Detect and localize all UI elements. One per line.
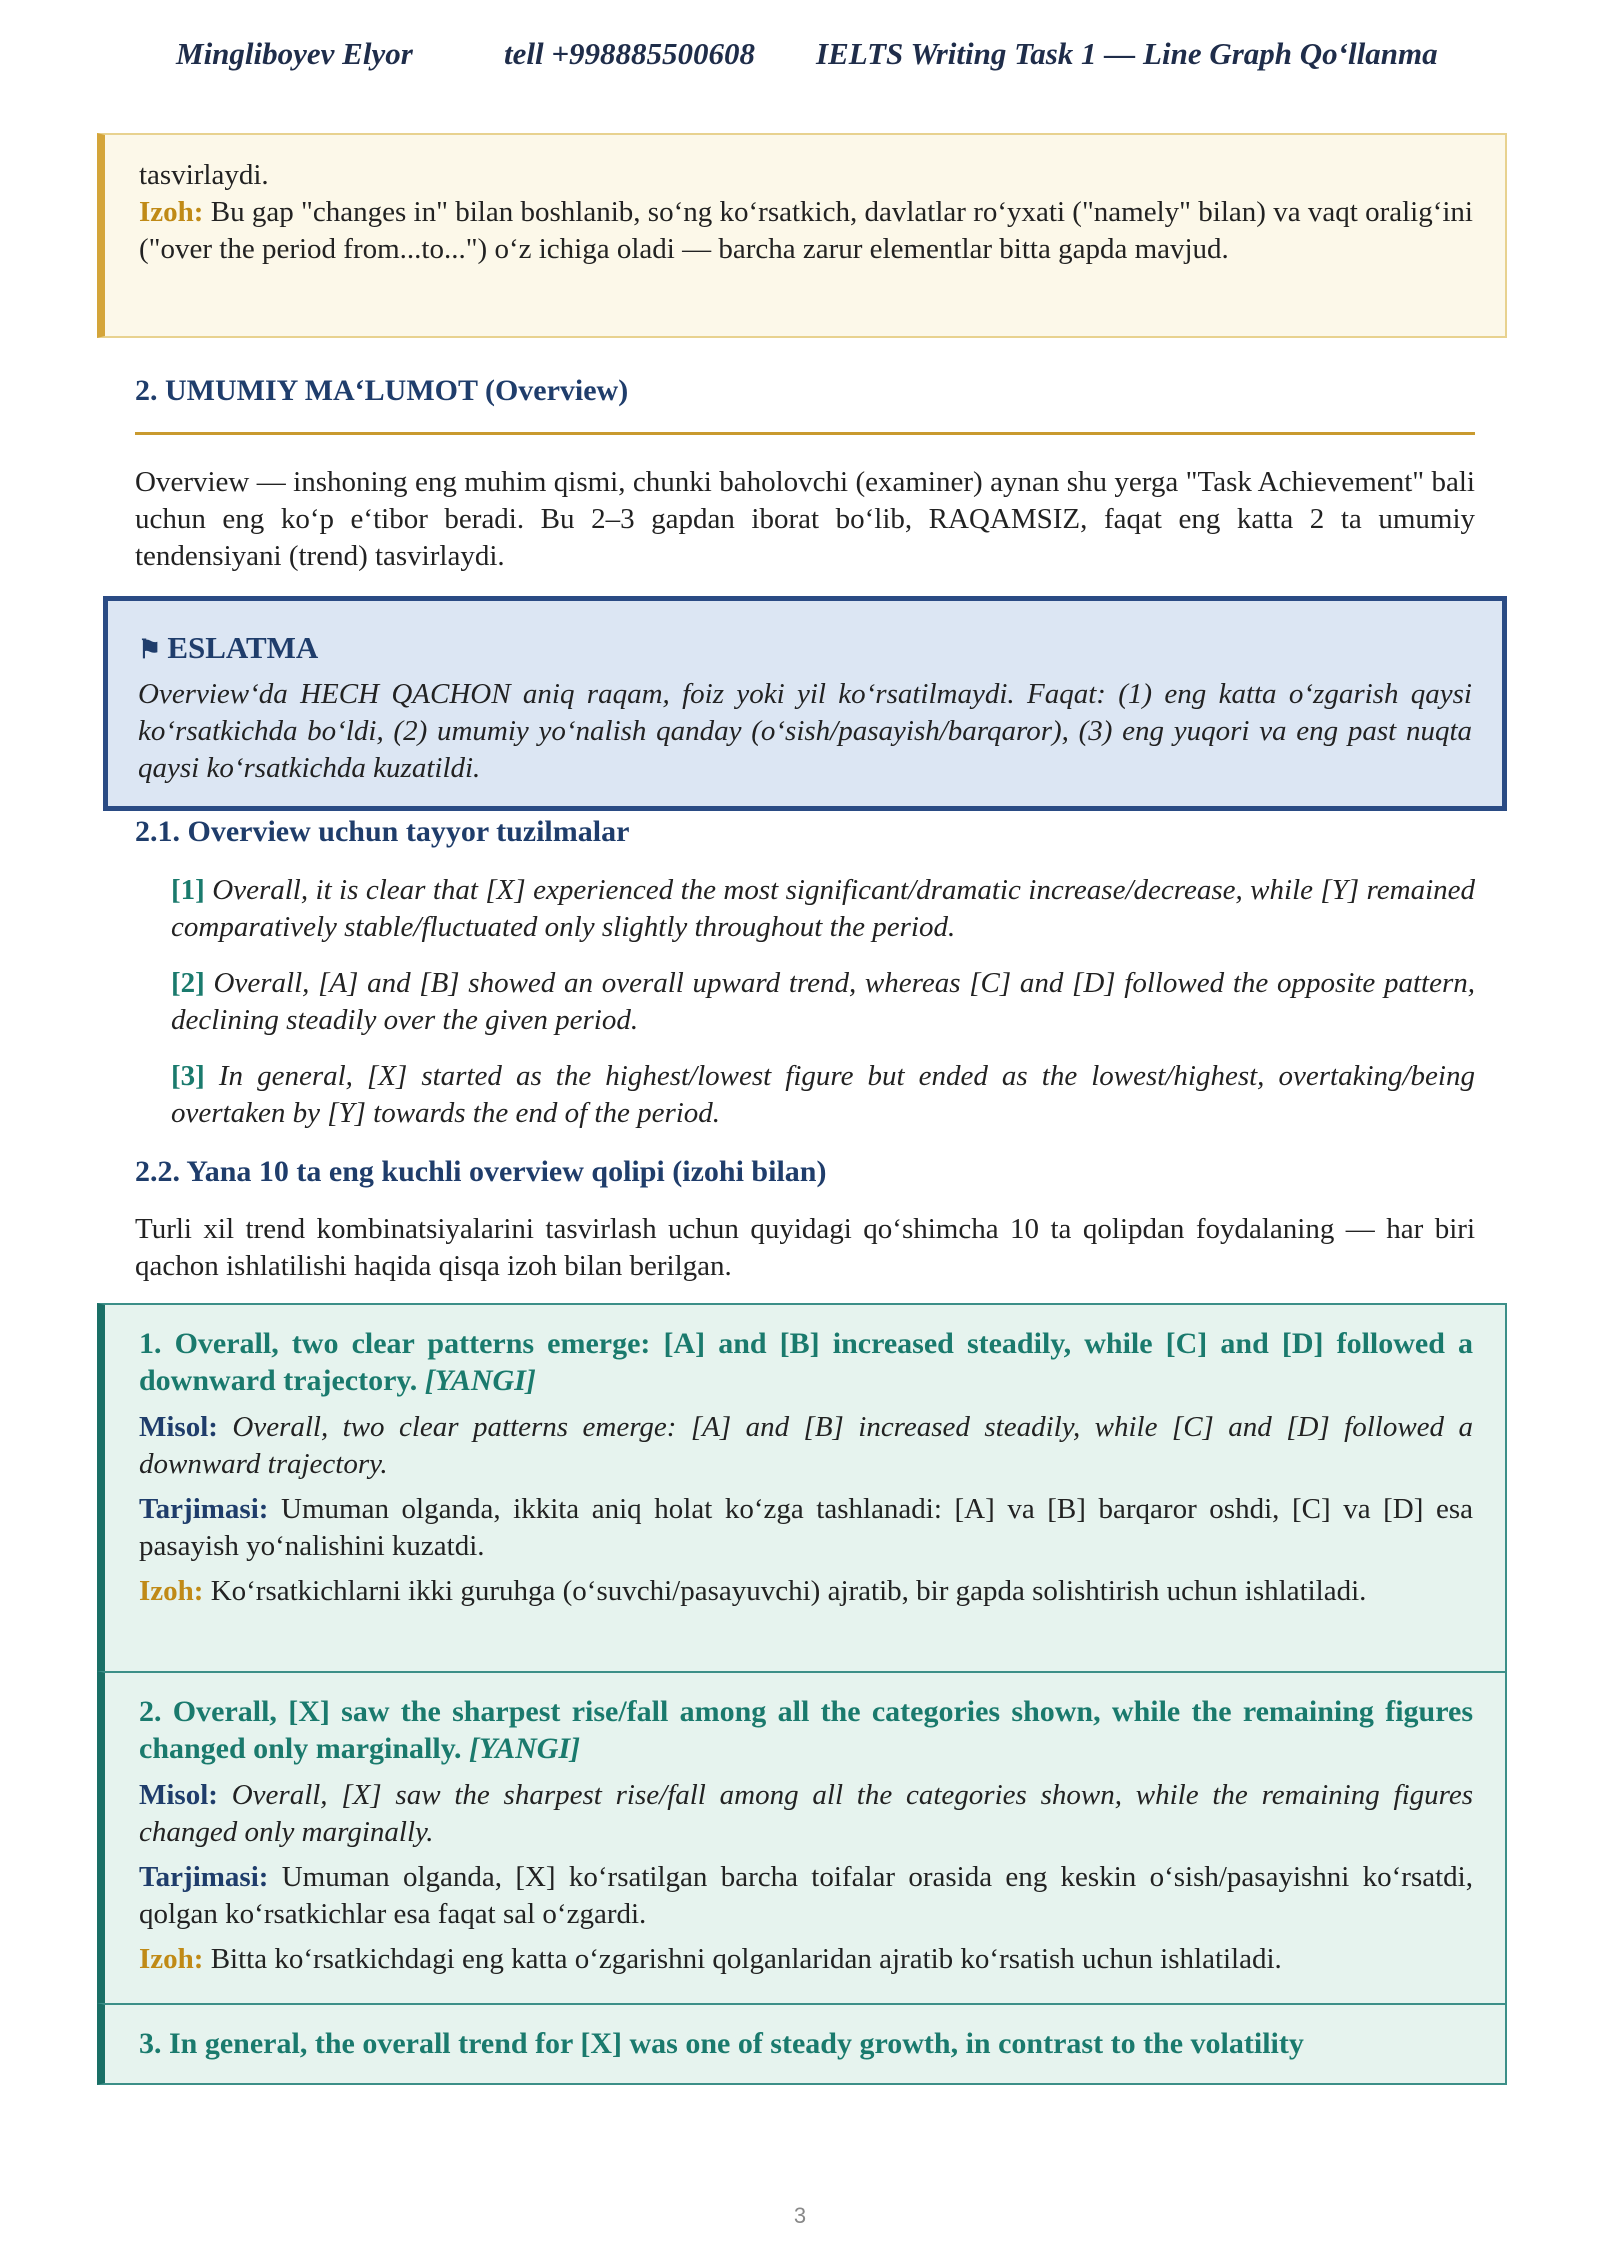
note-text: Bu gap "changes in" bilan boshlanib, so‘ng ko‘rsatkich, davlatlar ro‘yxati ("namely" bilan) va vaqt oralig‘ini ("over the period from...to...") o‘z ichiga oladi — barcha zarur elementlar bitta gapda mavjud. bbox=[139, 196, 1473, 265]
template-number: [3] bbox=[171, 1060, 205, 1092]
example-label: Misol: bbox=[139, 1779, 218, 1811]
reminder-box bbox=[103, 596, 1507, 811]
flag-icon: ⚑ bbox=[138, 635, 162, 664]
pattern-title bbox=[139, 1325, 1473, 1399]
template-text: Overall, it is clear that [X] experienced the most significant/dramatic increase/decrease, while [Y] remained comparatively stable/fluctuated only slightly throughout the period. bbox=[171, 874, 1475, 943]
template-item bbox=[171, 965, 1475, 1039]
page-number: 3 bbox=[793, 2203, 807, 2228]
section-heading: 2. UMUMIY MA‘LUMOT (Overview) bbox=[135, 374, 1475, 435]
phone-number: tell +998885500608 bbox=[504, 36, 756, 71]
pattern-card bbox=[97, 2003, 1507, 2085]
document-title: IELTS Writing Task 1 — Line Graph Qo‘llanma bbox=[816, 36, 1438, 71]
reminder-heading bbox=[138, 629, 1472, 668]
subsection-intro: Turli xil trend kombinatsiyalarini tasvirlash uchun quyidagi qo‘shimcha 10 ta qolipdan foydalaning — har biri qachon ishlatilishi haqida qisqa izoh bilan berilgan. bbox=[135, 1213, 1475, 1282]
example-text: Overall, two clear patterns emerge: [A] and [B] increased steadily, while [C] and [D] followed a downward trajectory. bbox=[139, 1411, 1473, 1480]
reminder-title: ESLATMA bbox=[167, 630, 319, 665]
note-label: Izoh: bbox=[139, 1943, 204, 1975]
author-name: Mingliboyev Elyor bbox=[176, 36, 413, 71]
pattern-example bbox=[139, 1409, 1473, 1483]
pattern-card bbox=[97, 1671, 1507, 2005]
subsection-heading: 2.2. Yana 10 ta eng kuchli overview qolipi (izohi bilan) bbox=[135, 1155, 827, 1188]
note-text: Ko‘rsatkichlarni ikki guruhga (o‘suvchi/pasayuvchi) ajratib, bir gapda solishtirish uchun ishlatiladi. bbox=[203, 1575, 1367, 1607]
section-intro: Overview — inshoning eng muhim qismi, chunki baholovchi (examiner) aynan shu yerga "Task Achievement" bali uchun eng ko‘p e‘tibor beradi. Bu 2–3 gapdan iborat bo‘lib, RAQAMSIZ, faqat eng katta 2 ta umumiy tendensiyani (trend) tasvirlaydi. bbox=[135, 466, 1475, 572]
template-text: In general, [X] started as the highest/lowest figure but ended as the lowest/highest, overtaking/being overtaken by [Y] towards the end of the period. bbox=[171, 1060, 1475, 1129]
template-item bbox=[171, 1058, 1475, 1132]
intro-note-box bbox=[97, 133, 1507, 338]
template-text: Overall, [A] and [B] showed an overall upward trend, whereas [C] and [D] followed the opposite pattern, declining steadily over the given period. bbox=[171, 967, 1475, 1036]
pattern-note bbox=[139, 1573, 1473, 1610]
pattern-title: 3. In general, the overall trend for [X] was one of steady growth, in contrast to the volatility bbox=[139, 2027, 1304, 2060]
pattern-note bbox=[139, 1941, 1473, 1978]
pattern-title bbox=[139, 1693, 1473, 1767]
example-text: Overall, [X] saw the sharpest rise/fall among all the categories shown, while the remaining figures changed only marginally. bbox=[139, 1779, 1473, 1848]
pattern-title-text: 1. Overall, two clear patterns emerge: [A] and [B] increased steadily, while [C] and [D] followed a downward trajectory. bbox=[139, 1327, 1473, 1397]
translation-text: Umuman olganda, ikkita aniq holat ko‘zga tashlanadi: [A] va [B] barqaror oshdi, [C] va [D] esa pasayish yo‘nalishini kuzatdi. bbox=[139, 1493, 1473, 1562]
pattern-card bbox=[97, 1303, 1507, 1673]
new-tag: [YANGI] bbox=[424, 1364, 536, 1397]
reminder-text: Overview‘da HECH QACHON aniq raqam, foiz yoki yil ko‘rsatilmaydi. Faqat: (1) eng katta o‘zgarish qaysi ko‘rsatkichda bo‘ldi, (2) umumiy yo‘nalish qanday (o‘sish/pasayish/barqaror), (3) eng yuqori va eng past nuqta qaysi ko‘rsatkichda kuzatildi. bbox=[138, 678, 1472, 784]
pattern-translation bbox=[139, 1859, 1473, 1933]
translation-label: Tarjimasi: bbox=[139, 1493, 269, 1525]
pattern-example bbox=[139, 1777, 1473, 1851]
subsection-heading: 2.1. Overview uchun tayyor tuzilmalar bbox=[135, 815, 630, 848]
pattern-translation bbox=[139, 1491, 1473, 1565]
new-tag: [YANGI] bbox=[469, 1732, 581, 1765]
intro-text: tasvirlaydi. bbox=[139, 159, 269, 191]
example-label: Misol: bbox=[139, 1411, 218, 1443]
template-number: [1] bbox=[171, 874, 205, 906]
note-label: Izoh: bbox=[139, 196, 204, 228]
note-text: Bitta ko‘rsatkichdagi eng katta o‘zgarishni qolganlaridan ajratib ko‘rsatish uchun ishlatiladi. bbox=[203, 1943, 1282, 1975]
template-number: [2] bbox=[171, 967, 205, 999]
translation-label: Tarjimasi: bbox=[139, 1861, 269, 1893]
note-label: Izoh: bbox=[139, 1575, 204, 1607]
template-item bbox=[171, 872, 1475, 946]
intro-note bbox=[139, 194, 1473, 268]
pattern-title-text: 2. Overall, [X] saw the sharpest rise/fall among all the categories shown, while the remaining figures changed only marginally. bbox=[139, 1695, 1473, 1765]
translation-text: Umuman olganda, [X] ko‘rsatilgan barcha toifalar orasida eng keskin o‘sish/pasayishni ko‘rsatdi, qolgan ko‘rsatkichlar esa faqat sal o‘zgardi. bbox=[139, 1861, 1473, 1930]
